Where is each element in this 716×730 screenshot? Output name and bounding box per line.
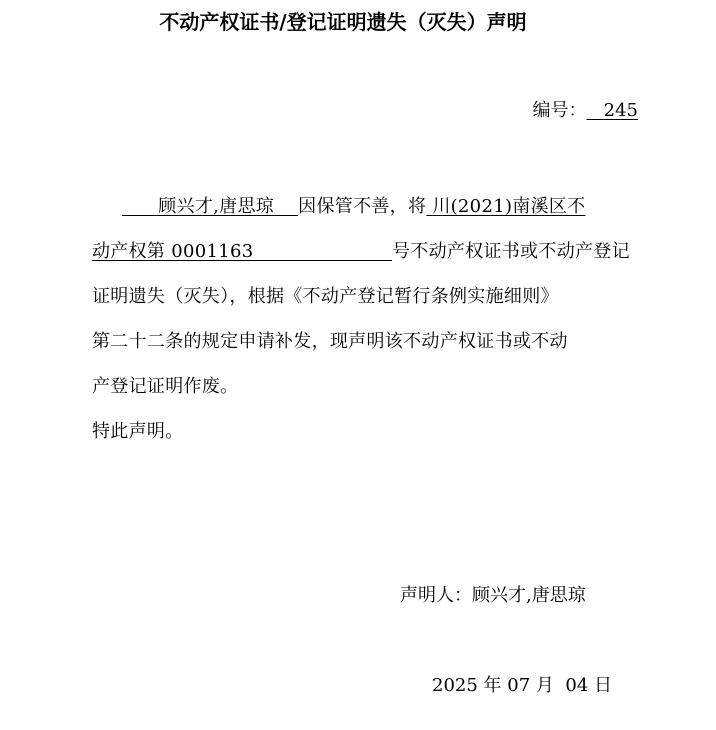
date-year: 2025	[432, 675, 478, 696]
declarant-label: 声明人：	[400, 585, 472, 606]
date-month: 07	[507, 675, 531, 696]
page-title: 不动产权证书/登记证明遗失（灭失）声明	[159, 10, 527, 34]
body-line-1	[92, 184, 638, 229]
declarant-name: 顾兴才,唐思琼	[472, 585, 586, 606]
statement-date	[432, 672, 612, 700]
number-value: 245	[603, 100, 638, 121]
date-year-unit: 年	[483, 675, 502, 696]
date-day-unit: 日	[594, 675, 613, 696]
owner-name: 顾兴才,唐思琼	[158, 196, 275, 217]
number-label: 编号：	[532, 100, 587, 121]
phrase-keep: 因保管不善，将	[298, 196, 427, 217]
body-line-3: 证明遗失（灭失），根据《不动产登记暂行条例实施细则》	[92, 286, 559, 307]
closing-line: 特此声明。	[92, 421, 184, 442]
body-line-5: 产登记证明作废。	[92, 376, 239, 397]
body-line-2-rest: 号不动产权证书或不动产登记	[392, 241, 630, 262]
body-line-4: 第二十二条的规定申请补发，现声明该不动产权证书或不动	[92, 331, 568, 352]
cert-number-prefix: 川(2021)南溪区不	[432, 196, 586, 217]
document-number	[532, 98, 638, 124]
date-day: 04	[565, 675, 589, 696]
declarant	[400, 582, 586, 610]
cert-number-main: 动产权第 0001163	[92, 241, 254, 262]
date-month-unit: 月	[535, 675, 554, 696]
body-line-2	[92, 229, 638, 274]
statement-body	[92, 184, 638, 454]
